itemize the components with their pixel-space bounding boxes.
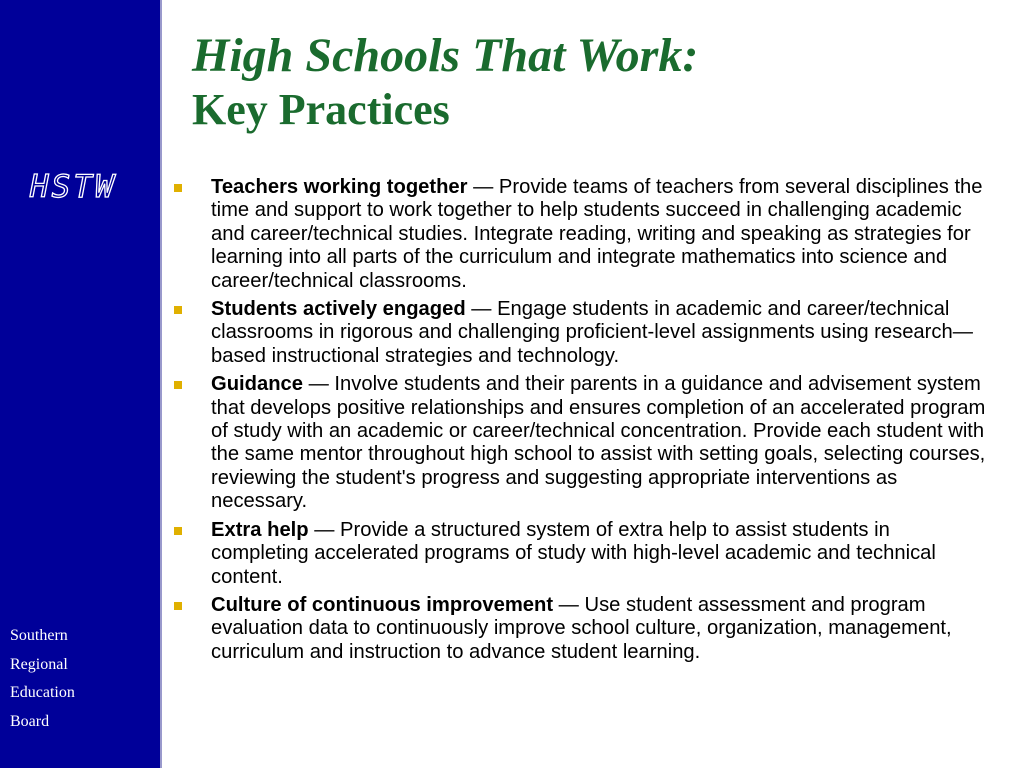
title-line-main: High Schools That Work:: [192, 29, 699, 82]
practice-text: Engage students in academic and career/technical classrooms in rigorous and challenging proficient-level assignments using research—based instructional strategies and technology.: [211, 298, 973, 367]
hstw-logo: HSTW: [30, 169, 117, 205]
practice-item: [174, 519, 986, 589]
square-bullet-icon: [174, 184, 182, 192]
square-bullet-icon: [174, 527, 182, 535]
practice-item: [174, 373, 986, 513]
practice-list: [174, 176, 986, 669]
practice-separator: —: [553, 593, 585, 616]
org-line: Board: [10, 712, 50, 730]
practice-text: Involve students and their parents in a guidance and advisement system that develops positive relationships and ensures completion of an accelerated program of study with an academic or career/technical concentration. Provide each student with the same mentor throughout high school to assist with setting goals, selecting courses, reviewing the student's progress and suggesting appropriate interventions as necessary.: [211, 373, 986, 513]
org-line: Southern: [10, 627, 68, 644]
square-bullet-icon: [174, 602, 182, 610]
title-line-sub: Key Practices: [192, 85, 450, 134]
practice-title: Extra help: [211, 518, 309, 541]
practice-text: Provide teams of teachers from several disciplines the time and support to work together to help students succeed in challenging academic and career/technical studies. Integrate reading, writing and speaking as strategies for learning into all parts of the curriculum and integrate mathematics into science and career/technical classrooms.: [211, 176, 983, 292]
practice-text: Use student assessment and program evaluation data to continuously improve school culture, organization, management, curriculum and instruction to advance student learning.: [211, 593, 952, 663]
practice-title: Guidance: [211, 373, 303, 396]
practice-item: [174, 594, 986, 664]
organization-name: [10, 622, 155, 736]
practice-separator: —: [303, 373, 335, 396]
sidebar: [0, 0, 162, 768]
practice-title: Teachers working together: [211, 176, 468, 198]
practice-separator: —: [467, 176, 499, 198]
org-line: Education: [10, 684, 75, 701]
practice-title: Students actively engaged: [211, 298, 466, 321]
slide-title: [192, 28, 1002, 136]
square-bullet-icon: [174, 381, 182, 389]
org-line: Regional: [10, 655, 68, 673]
practice-separator: —: [308, 518, 341, 541]
practice-item: [174, 298, 986, 368]
square-bullet-icon: [174, 306, 182, 314]
practice-item: [174, 176, 986, 293]
practice-title: Culture of continuous improvement: [211, 593, 554, 616]
practice-separator: —: [465, 298, 498, 321]
practice-text: Provide a structured system of extra help to assist students in completing accelerated programs of study with high-level academic and technical content.: [211, 518, 936, 588]
